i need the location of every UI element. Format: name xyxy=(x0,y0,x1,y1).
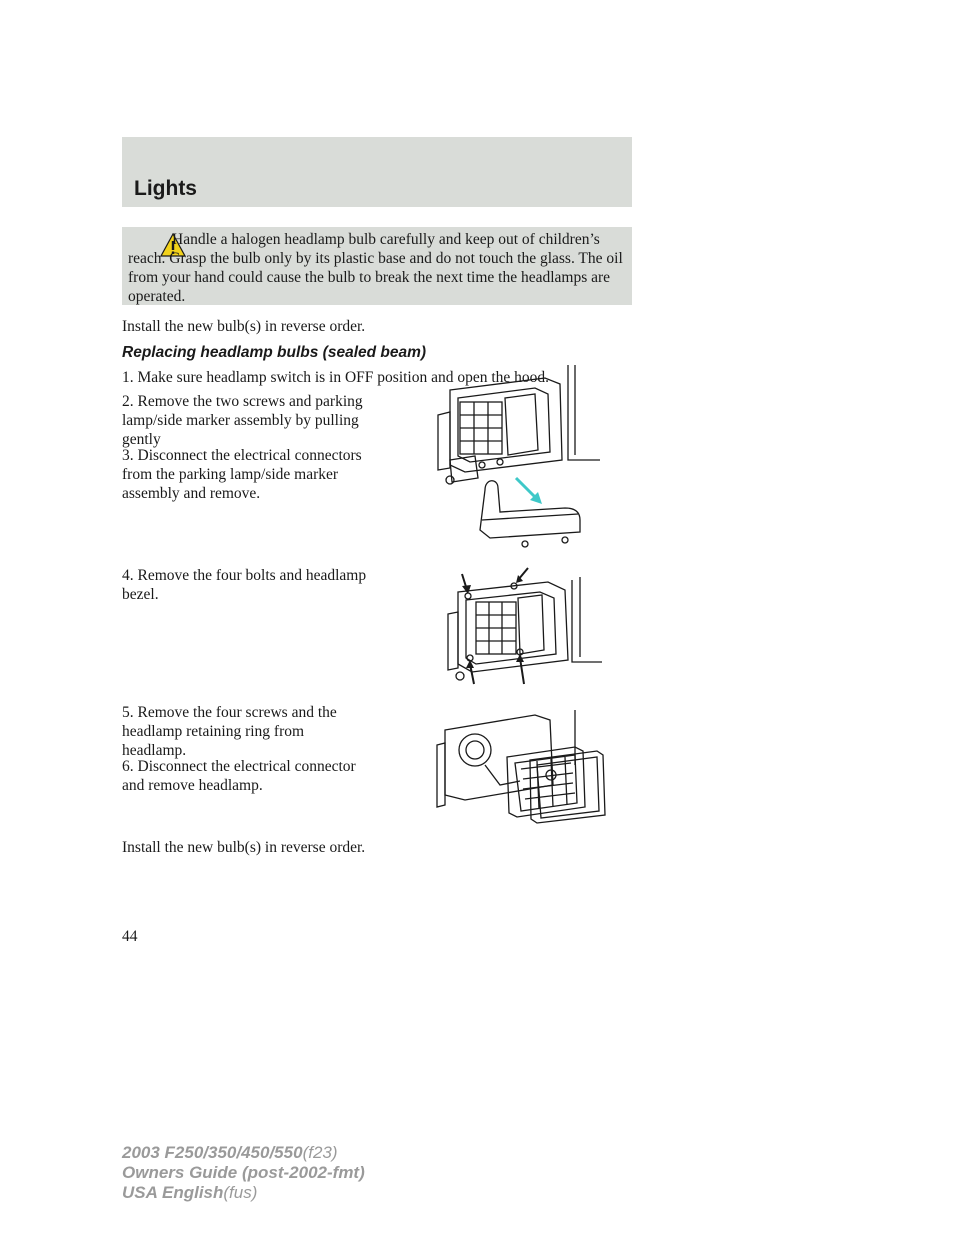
document-footer xyxy=(122,1143,365,1203)
warning-text: Handle a halogen headlamp bulb carefully and keep out of children’s reach. Grasp the bulb only by its plastic base and do not touch the glass. The oil from your hand could cause the bulb to break the next time the headlamps are operated. xyxy=(128,231,623,305)
step-4: 4. Remove the four bolts and headlamp bezel. xyxy=(122,567,367,603)
parking-lamp-removal-illustration xyxy=(430,360,610,550)
footer-guide: Owners Guide (post-2002-fmt) xyxy=(122,1163,365,1182)
step-1: 1. Make sure headlamp switch is in OFF position and open the hood. xyxy=(122,369,550,386)
step-2: 2. Remove the two screws and parking lamp/side marker assembly by pulling gently xyxy=(122,393,363,448)
page-number: 44 xyxy=(122,928,138,945)
footer-model: 2003 F250/350/450/550 xyxy=(122,1143,303,1162)
footer-model-code: (f23) xyxy=(302,1143,338,1162)
section-header-band xyxy=(122,137,632,207)
section-title: Lights xyxy=(134,177,197,200)
warning-box xyxy=(122,227,632,305)
step-3: 3. Disconnect the electrical connectors from the parking lamp/side marker assembly and remove. xyxy=(122,447,362,502)
footer-language: USA English xyxy=(122,1183,224,1202)
headlamp-retaining-ring-illustration xyxy=(425,705,615,825)
install-instruction-2: Install the new bulb(s) in reverse order. xyxy=(122,839,366,856)
headlamp-bezel-illustration xyxy=(430,562,610,687)
subheading: Replacing headlamp bulbs (sealed beam) xyxy=(122,344,427,361)
step-6: 6. Disconnect the electrical connector and remove headlamp. xyxy=(122,758,356,794)
footer-language-code: (fus) xyxy=(223,1183,258,1202)
install-instruction: Install the new bulb(s) in reverse order. xyxy=(122,318,366,335)
step-5: 5. Remove the four screws and the headlamp retaining ring from headlamp. xyxy=(122,704,337,759)
